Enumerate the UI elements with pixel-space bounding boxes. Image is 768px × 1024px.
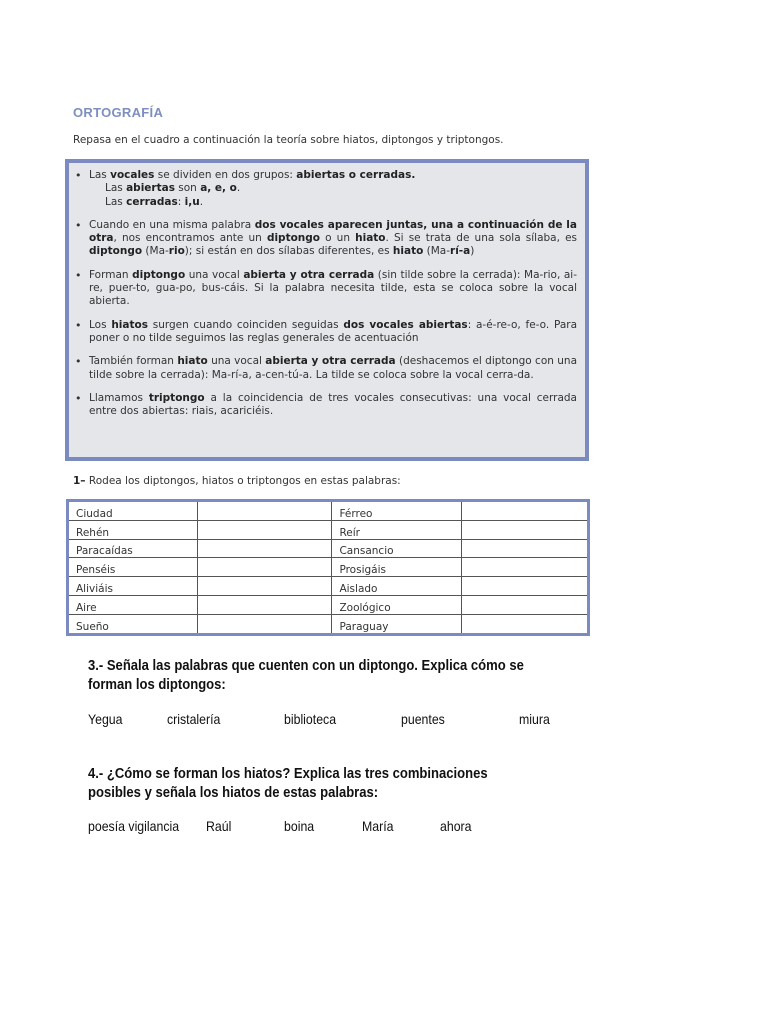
- exercise-1-instruction: 1– Rodea los diptongos, hiatos o triptongos en estas palabras:: [73, 475, 401, 487]
- theory-item-vocales: • Las vocales se dividen en dos grupos: abiertas o cerradas. Las abiertas son a, e, o. Las cerradas: i,u.: [89, 169, 577, 209]
- table-cell: Férreo: [332, 501, 461, 521]
- word-item[interactable]: Yegua: [88, 711, 123, 727]
- table-row: [68, 539, 589, 558]
- table-cell: Zoológico: [332, 595, 461, 614]
- word-item[interactable]: ahora: [440, 818, 472, 834]
- table-cell[interactable]: [198, 595, 332, 614]
- theory-item-triptongo: • Llamamos triptongo a la coincidencia de tres vocales consecutivas: una vocal cerrada entre dos abiertas: riais, acariciéis.: [89, 392, 577, 419]
- table-cell: Paracaídas: [68, 539, 198, 558]
- theory-sub-cerradas: Las cerradas: i,u.: [105, 195, 204, 208]
- word-item[interactable]: María: [362, 818, 394, 834]
- table-cell[interactable]: [461, 558, 588, 577]
- table-cell[interactable]: [461, 539, 588, 558]
- table-cell: Cansancio: [332, 539, 461, 558]
- theory-item-hiatos: • Los hiatos surgen cuando coinciden seguidas dos vocales abiertas: a-é-re-o, fe-o. Para poner o no tilde seguimos las reglas generales de acentuación: [89, 319, 577, 346]
- table-cell[interactable]: [198, 558, 332, 577]
- table-cell: Rehén: [68, 520, 198, 539]
- table-row: [68, 595, 589, 614]
- table-cell[interactable]: [461, 501, 588, 521]
- theory-item-diptongo-hiato: • Cuando en una misma palabra dos vocales aparecen juntas, una a continuación de la otra, nos encontramos ante un diptongo o un hiato. Si se trata de una sola sílaba, es diptongo (Ma-rio); si están en dos sílabas diferentes, es hiato (Ma-rí-a): [89, 219, 577, 259]
- word-item[interactable]: boina: [284, 818, 315, 834]
- section-heading: ORTOGRAFÍA: [73, 105, 164, 120]
- table-cell[interactable]: [198, 539, 332, 558]
- table-cell[interactable]: [461, 520, 588, 539]
- table-cell[interactable]: [461, 614, 588, 634]
- table-cell: Paraguay: [332, 614, 461, 634]
- word-item[interactable]: biblioteca: [284, 711, 337, 727]
- table-cell[interactable]: [461, 577, 588, 596]
- table-cell: Ciudad: [68, 501, 198, 521]
- table-cell[interactable]: [198, 501, 332, 521]
- intro-text: Repasa en el cuadro a continuación la teoría sobre hiatos, diptongos y triptongos.: [73, 134, 504, 146]
- word-item[interactable]: cristalería: [167, 711, 221, 727]
- theory-sub-abiertas: Las abiertas son a, e, o.: [105, 182, 241, 195]
- table-row: [68, 520, 589, 539]
- table-cell[interactable]: [198, 577, 332, 596]
- table-row: [68, 614, 589, 634]
- table-row: [68, 501, 589, 521]
- table-cell[interactable]: [198, 520, 332, 539]
- theory-item-hiato-tilde: • También forman hiato una vocal abierta y otra cerrada (deshacemos el diptongo con una tilde sobre la cerrada): Ma-rí-a, a-cen-tú-a. La tilde se coloca sobre la vocal cerra-da.: [89, 355, 577, 382]
- exercise-4-question: 4.- ¿Cómo se forman los hiatos? Explica las tres combinaciones posibles y señala los hiatos de estas palabras:: [88, 766, 488, 801]
- table-cell: Prosigáis: [332, 558, 461, 577]
- exercise-3-question: 3.- Señala las palabras que cuenten con un diptongo. Explica cómo se forman los diptongos:: [88, 658, 524, 693]
- word-item[interactable]: puentes: [401, 711, 445, 727]
- theory-box: [65, 159, 589, 461]
- table-cell: Aislado: [332, 577, 461, 596]
- table-cell[interactable]: [198, 614, 332, 634]
- word-item[interactable]: poesía vigilancia: [88, 818, 180, 834]
- table-cell: Penséis: [68, 558, 198, 577]
- table-cell: Sueño: [68, 614, 198, 634]
- table-cell[interactable]: [461, 595, 588, 614]
- table-cell: Reír: [332, 520, 461, 539]
- table-row: [68, 577, 589, 596]
- table-cell: Aire: [68, 595, 198, 614]
- word-table: [66, 499, 590, 636]
- word-item[interactable]: miura: [519, 711, 550, 727]
- table-cell: Aliviáis: [68, 577, 198, 596]
- table-row: [68, 558, 589, 577]
- theory-item-forman-diptongo: • Forman diptongo una vocal abierta y otra cerrada (sin tilde sobre la cerrada): Ma-rio, ai-re, puer-to, gua-po, bus-cáis. Si la palabra necesita tilde, esta se coloca sobre la vocal abierta.: [89, 269, 577, 309]
- theory-list: [69, 163, 585, 418]
- word-item[interactable]: Raúl: [206, 818, 232, 834]
